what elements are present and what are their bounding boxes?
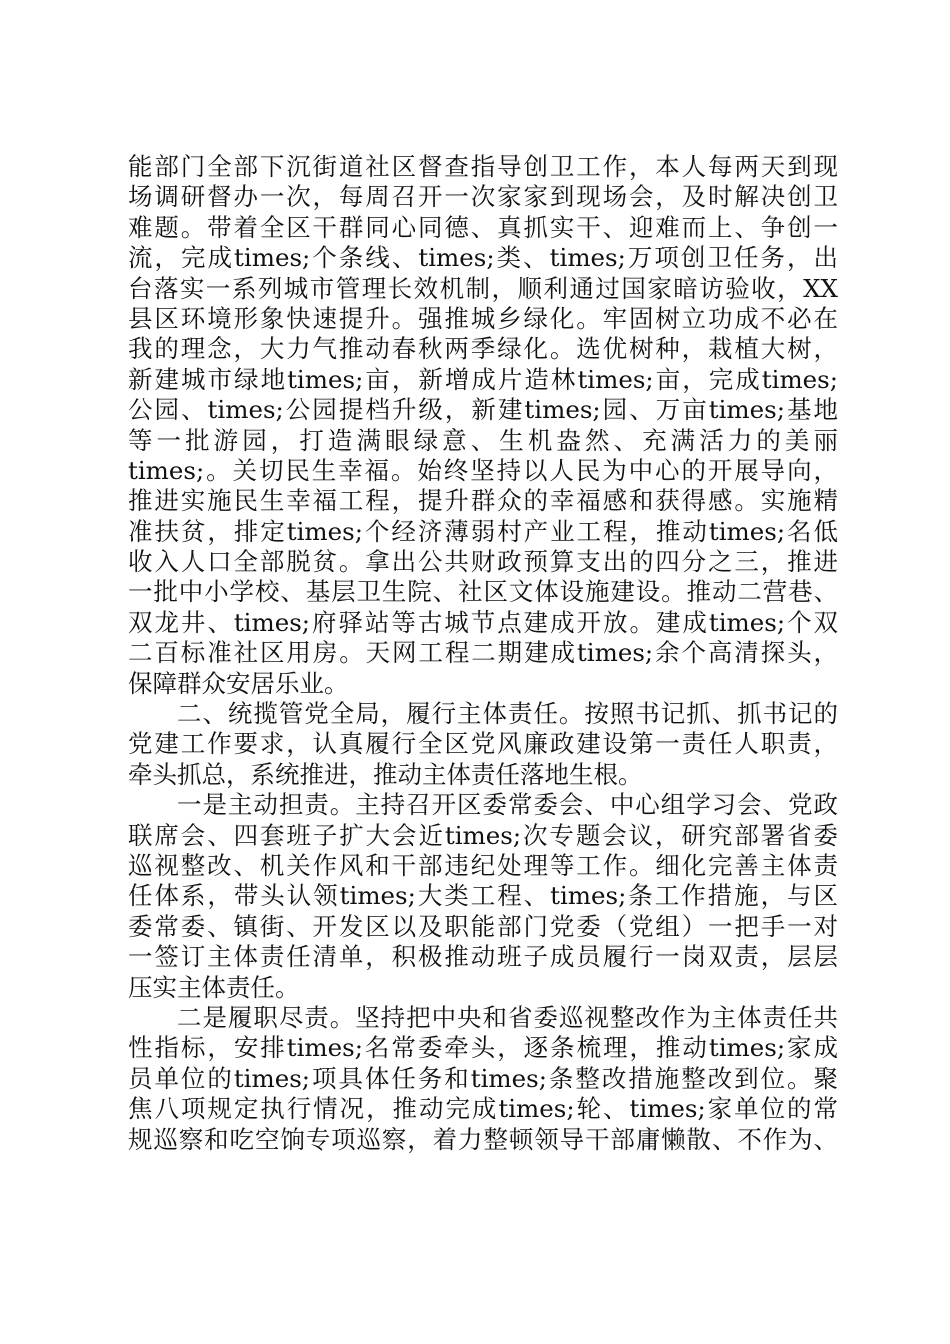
text-line: 委常委、镇街、开发区以及职能部门党委（党组）一把手一对 [128,911,838,941]
text-line: 二、统揽管党全局，履行主体责任。按照书记抓、抓书记的 [177,699,838,729]
text-line: 能部门全部下沉街道社区督查指导创卫工作，本人每两天到现 [128,152,838,181]
text-line: 双龙井、times;府驿站等古城节点建成开放。建成times;个双 [128,607,838,637]
text-line: 焦八项规定执行情况，推动完成times;轮、times;家单位的常 [128,1094,838,1124]
text-line: 准扶贫，排定times;个经济薄弱村产业工程，推动times;名低 [128,516,838,546]
text-line: 任体系，带头认领times;大类工程、times;条工作措施，与区 [128,881,838,911]
text-line: 我的理念，大力气推动春秋两季绿化。选优树种，栽植大树， [128,334,838,364]
text-line: 收入人口全部脱贫。拿出公共财政预算支出的四分之三，推进 [128,547,838,577]
paragraph-2 [128,699,838,790]
text-line: 一批中小学校、基层卫生院、社区文体设施建设。推动二营巷、 [128,577,838,607]
text-line: 公园、times;公园提档升级，新建times;园、万亩times;基地 [128,395,838,425]
text-line: 一是主动担责。主持召开区委常委会、中心组学习会、党政 [177,790,838,820]
text-line: 等一批游园，打造满眼绿意、生机盎然、充满活力的美丽 [128,425,838,455]
text-line: 场调研督办一次，每周召开一次家家到现场会，及时解决创卫 [128,182,838,212]
text-line: 台落实一系列城市管理长效机制，顺利通过国家暗访验收，XX [128,273,838,303]
text-line: 二百标准社区用房。天网工程二期建成times;余个高清探头， [128,638,838,668]
text-line: 新建城市绿地times;亩，新增成片造林times;亩，完成times; [128,364,838,394]
text-line: 联席会、四套班子扩大会近times;次专题会议，研究部署省委 [128,820,838,850]
text-line: 流，完成times;个条线、times;类、times;万项创卫任务，出 [128,243,838,273]
text-line: 性指标，安排times;名常委牵头，逐条梳理，推动times;家成 [128,1033,838,1063]
paragraph-3 [128,790,838,1003]
text-line: 牵头抓总，系统推进，推动主体责任落地生根。 [128,759,643,789]
text-line: 规巡察和吃空饷专项巡察，着力整顿领导干部庸懒散、不作为、 [128,1124,838,1154]
text-line: 压实主体责任。 [128,972,300,1002]
text-line: 员单位的times;项具体任务和times;条整改措施整改到位。聚 [128,1063,838,1093]
text-line: 巡视整改、机关作风和干部违纪处理等工作。细化完善主体责 [128,850,838,880]
text-line: 二是履职尽责。坚持把中央和省委巡视整改作为主体责任共 [177,1002,838,1032]
text-line: 一签订主体责任清单，积极推动班子成员履行一岗双责，层层 [128,942,838,972]
document-body [128,152,838,1155]
text-line: 推进实施民生幸福工程，提升群众的幸福感和获得感。实施精 [128,486,838,516]
text-line: times;。关切民生幸福。始终坚持以人民为中心的开展导向， [128,455,838,485]
text-line: 县区环境形象快速提升。强推城乡绿化。牢固树立功成不必在 [128,303,838,333]
text-line: 保障群众安居乐业。 [128,668,349,698]
text-line: 难题。带着全区干群同心同德、真抓实干、迎难而上、争创一 [128,212,838,242]
paragraph-1 [128,152,838,699]
text-line: 党建工作要求，认真履行全区党风廉政建设第一责任人职责， [128,729,838,759]
paragraph-4 [128,1003,838,1155]
